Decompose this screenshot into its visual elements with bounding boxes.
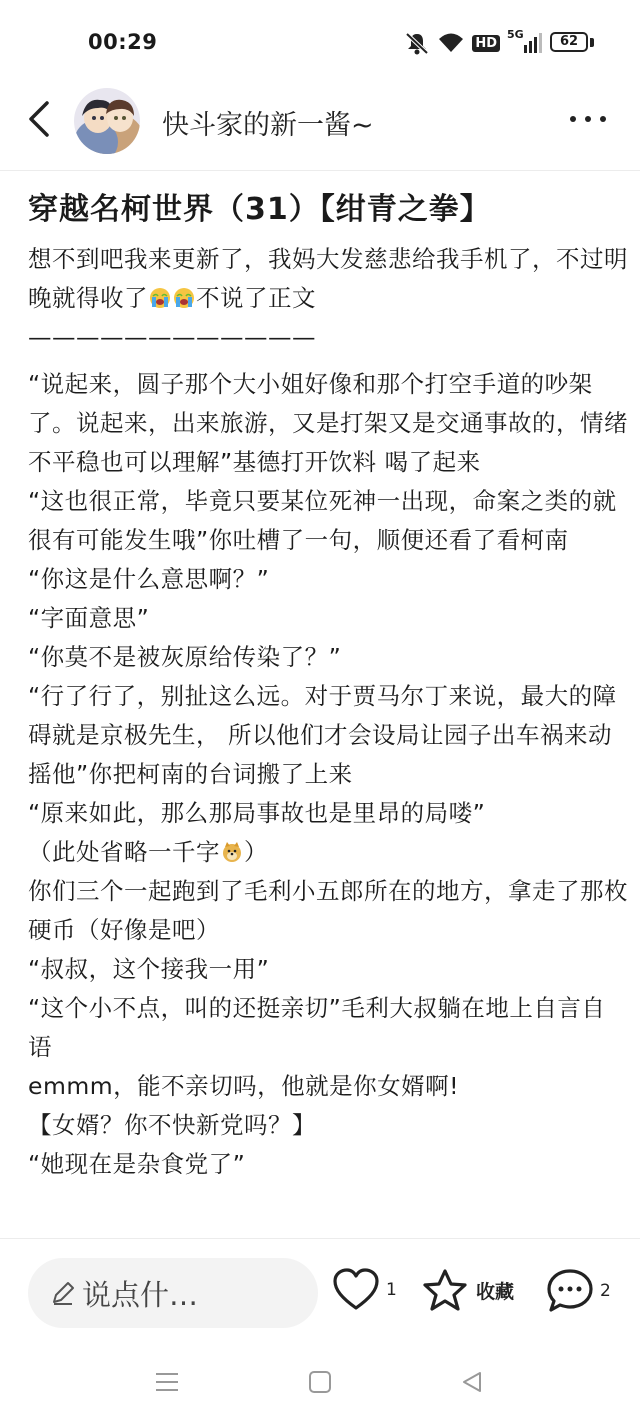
crying-face-icon [173, 287, 195, 309]
paragraph: “说起来，圆子那个大小姐好像和那个打空手道的吵架了。说起来，出来旅游，又是打架又是交通事故的，情绪不平稳也可以理解”基德打开饮料 喝了起来 [28, 370, 628, 476]
battery-level: 62 [550, 32, 588, 52]
net-type-label: 5G [507, 28, 524, 41]
more-options-button[interactable] [570, 116, 606, 122]
status-time: 00:29 [88, 30, 158, 54]
mute-icon [404, 31, 430, 55]
home-button[interactable] [308, 1370, 332, 1398]
system-back-button[interactable] [460, 1370, 484, 1398]
back-button[interactable] [22, 102, 56, 136]
signal-icon [507, 28, 542, 53]
paragraph: emmm，能不亲切吗，他就是你女婿啊! [28, 1072, 460, 1100]
star-icon [422, 1268, 468, 1312]
menu-icon [154, 1370, 180, 1394]
menu-button[interactable] [154, 1370, 180, 1398]
heart-icon [332, 1268, 380, 1312]
triangle-back-icon [460, 1370, 484, 1394]
paragraph: 【女婿？你不快新党吗？】 [28, 1111, 316, 1139]
nav-bar [0, 86, 640, 171]
post-title: 穿越名柯世界（31）【绀青之拳】 [28, 192, 491, 227]
chevron-left-icon [27, 101, 51, 137]
paragraph: “原来如此，那么那局事故也是里昂的局喽” [28, 799, 486, 827]
crying-face-icon [149, 287, 171, 309]
like-button[interactable] [332, 1268, 397, 1312]
chat-bubble-icon [546, 1268, 594, 1314]
avatar[interactable] [74, 88, 140, 154]
paragraph: “这也很正常，毕竟只要某位死神一出现，命案之类的就很有可能发生哦”你吐槽了一句，顺便还看了看柯南 [28, 487, 617, 554]
paragraph: “她现在是杂食党了” [28, 1150, 246, 1178]
wifi-icon [438, 32, 464, 54]
comment-placeholder: 说点什… [82, 1277, 199, 1312]
post-content [28, 180, 628, 1238]
more-dot-icon [600, 116, 606, 122]
hd-badge: HD [472, 35, 500, 52]
paragraph: “你这是什么意思啊？” [28, 565, 270, 593]
comment-count: 2 [600, 1281, 611, 1301]
nav-title[interactable]: 快斗家的新一酱~ [162, 110, 374, 141]
comment-input[interactable] [28, 1258, 318, 1328]
system-nav-bar [0, 1350, 640, 1422]
paragraph: “这个小不点，叫的还挺亲切”毛利大叔躺在地上自言自语 [28, 994, 606, 1061]
status-icons [404, 30, 594, 56]
paragraph: “你莫不是被灰原给传染了？” [28, 643, 342, 671]
divider [0, 1238, 640, 1239]
paragraph: ———————————— [28, 323, 316, 351]
paragraph: “字面意思” [28, 604, 150, 632]
pencil-icon [50, 1280, 76, 1306]
like-count: 1 [386, 1280, 397, 1300]
status-bar [0, 0, 640, 86]
comment-button[interactable] [546, 1268, 611, 1314]
favorite-label: 收藏 [476, 1280, 515, 1303]
battery-icon [550, 32, 594, 54]
favorite-button[interactable] [422, 1268, 514, 1312]
paragraph: （此处省略一千字 ） [28, 838, 268, 866]
paragraph: 想不到吧我来更新了，我妈大发慈悲给我手机了，不过明晚就得收了 不说了正文 [28, 245, 628, 312]
paragraph: 你们三个一起跑到了毛利小五郎所在的地方，拿走了那枚硬币（好像是吧） [28, 877, 628, 944]
post-body [28, 240, 628, 1184]
comment-bar [0, 1250, 640, 1340]
more-dot-icon [570, 116, 576, 122]
square-icon [308, 1370, 332, 1394]
paragraph: “行了行了，别扯这么远。对于贾马尔丁来说，最大的障碍就是京极先生， 所以他们才会设局让园子出车祸来动摇他”你把柯南的台词搬了上来 [28, 682, 617, 788]
paragraph: “叔叔，这个接我一用” [28, 955, 270, 983]
more-dot-icon [585, 116, 591, 122]
doge-face-icon [221, 841, 243, 863]
